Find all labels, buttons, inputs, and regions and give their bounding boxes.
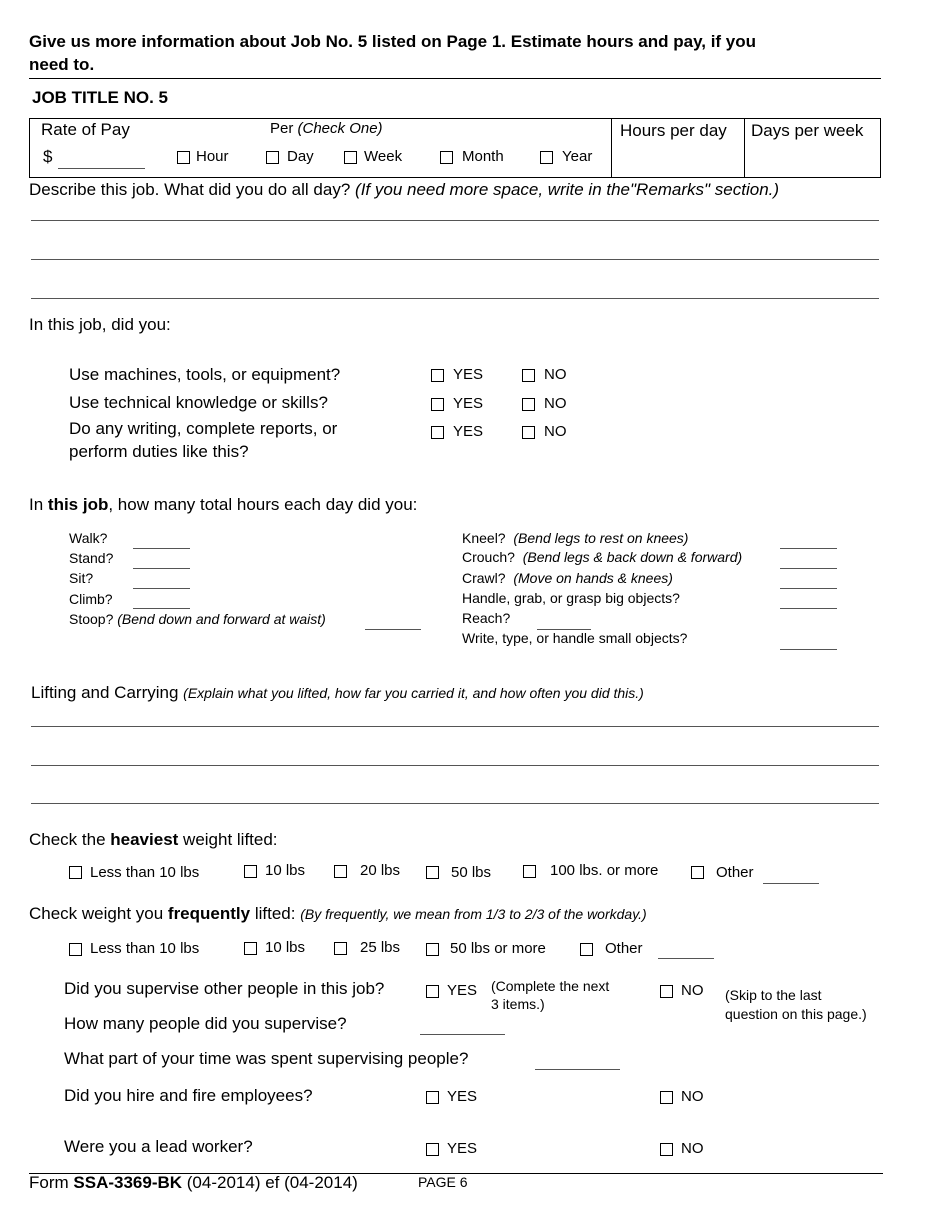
per-day-label: Day bbox=[287, 148, 314, 165]
frequent-lt10-checkbox[interactable] bbox=[69, 943, 82, 956]
stand-hours-field[interactable] bbox=[133, 568, 190, 569]
frequent-other-checkbox[interactable] bbox=[580, 943, 593, 956]
writing-yes-checkbox[interactable] bbox=[431, 426, 444, 439]
job-title: JOB TITLE NO. 5 bbox=[32, 88, 169, 107]
heaviest-50-checkbox[interactable] bbox=[426, 866, 439, 879]
stoop-hours-field[interactable] bbox=[365, 629, 421, 630]
sit-label: Sit? bbox=[69, 570, 94, 586]
hire-fire-question: Did you hire and fire employees? bbox=[64, 1086, 313, 1105]
frequent-lt10-label: Less than 10 lbs bbox=[90, 940, 200, 957]
per-hour-label: Hour bbox=[196, 148, 229, 165]
hire-fire-yes-label: YES bbox=[447, 1088, 478, 1105]
pay-table-border bbox=[880, 118, 881, 177]
per-month-checkbox[interactable] bbox=[440, 151, 453, 164]
heaviest-label: Check the heaviest weight lifted: bbox=[29, 830, 278, 849]
per-month-label: Month bbox=[462, 148, 504, 165]
per-day-checkbox[interactable] bbox=[266, 151, 279, 164]
heaviest-50-label: 50 lbs bbox=[451, 864, 492, 881]
technical-question: Use technical knowledge or skills? bbox=[69, 393, 328, 412]
lead-worker-yes-checkbox[interactable] bbox=[426, 1143, 439, 1156]
frequent-25-label: 25 lbs bbox=[360, 939, 401, 956]
lead-worker-question: Were you a lead worker? bbox=[64, 1137, 253, 1156]
sit-hours-field[interactable] bbox=[133, 588, 190, 589]
supervise-no-note-line-1: (Skip to the last bbox=[725, 987, 822, 1003]
machines-no-label: NO bbox=[544, 366, 567, 383]
frequent-other-label: Other bbox=[605, 940, 643, 957]
machines-question: Use machines, tools, or equipment? bbox=[69, 365, 341, 384]
time-supervising-field[interactable] bbox=[535, 1069, 620, 1070]
frequent-50-checkbox[interactable] bbox=[426, 943, 439, 956]
lead-worker-no-checkbox[interactable] bbox=[660, 1143, 673, 1156]
technical-yes-checkbox[interactable] bbox=[431, 398, 444, 411]
crawl-label: Crawl? (Move on hands & knees) bbox=[462, 570, 673, 586]
time-supervising-question: What part of your time was spent supervising people? bbox=[64, 1049, 469, 1068]
hire-fire-no-checkbox[interactable] bbox=[660, 1091, 673, 1104]
climb-label: Climb? bbox=[69, 591, 113, 607]
heaviest-lt10-label: Less than 10 lbs bbox=[90, 864, 200, 881]
supervise-yes-note-line-2: 3 items.) bbox=[491, 996, 545, 1012]
heaviest-10-label: 10 lbs bbox=[265, 862, 306, 879]
per-year-checkbox[interactable] bbox=[540, 151, 553, 164]
crawl-hours-field[interactable] bbox=[780, 588, 837, 589]
form-number: Form SSA-3369-BK (04-2014) ef (04-2014) bbox=[29, 1173, 358, 1192]
machines-no-checkbox[interactable] bbox=[522, 369, 535, 382]
walk-label: Walk? bbox=[69, 530, 108, 546]
lifting-line-2[interactable] bbox=[31, 765, 879, 766]
machines-yes-label: YES bbox=[453, 366, 484, 383]
heaviest-other-checkbox[interactable] bbox=[691, 866, 704, 879]
how-many-supervised-question: How many people did you supervise? bbox=[64, 1014, 347, 1033]
crouch-label: Crouch? (Bend legs & back down & forward) bbox=[462, 549, 743, 565]
did-you-label: In this job, did you: bbox=[29, 315, 171, 334]
frequent-10-label: 10 lbs bbox=[265, 939, 306, 956]
page-number: PAGE 6 bbox=[418, 1174, 468, 1190]
lead-worker-yes-label: YES bbox=[447, 1140, 478, 1157]
hours-per-day-field[interactable] bbox=[612, 140, 743, 176]
divider bbox=[29, 118, 881, 119]
supervise-yes-label: YES bbox=[447, 982, 478, 999]
heaviest-10-checkbox[interactable] bbox=[244, 865, 257, 878]
per-hour-checkbox[interactable] bbox=[177, 151, 190, 164]
frequent-label: Check weight you frequently lifted: (By frequently, we mean from 1/3 to 2/3 of the workday.) bbox=[29, 904, 647, 923]
writing-yes-label: YES bbox=[453, 423, 484, 440]
kneel-hours-field[interactable] bbox=[780, 548, 837, 549]
frequent-25-checkbox[interactable] bbox=[334, 942, 347, 955]
hours-per-day-label: Hours per day bbox=[620, 121, 727, 140]
per-week-label: Week bbox=[364, 148, 403, 165]
days-per-week-label: Days per week bbox=[751, 121, 864, 140]
heaviest-other-label: Other bbox=[716, 864, 754, 881]
describe-line-3[interactable] bbox=[31, 298, 879, 299]
reach-label: Reach? bbox=[462, 610, 511, 626]
per-year-label: Year bbox=[562, 148, 593, 165]
supervise-no-note-line-2: question on this page.) bbox=[725, 1006, 867, 1022]
rate-of-pay-label: Rate of Pay bbox=[41, 120, 130, 139]
technical-no-checkbox[interactable] bbox=[522, 398, 535, 411]
days-per-week-field[interactable] bbox=[745, 140, 879, 176]
hours-section-label: In this job, how many total hours each day did you: bbox=[29, 495, 418, 514]
kneel-label: Kneel? (Bend legs to rest on knees) bbox=[462, 530, 689, 546]
hire-fire-no-label: NO bbox=[681, 1088, 704, 1105]
supervise-no-checkbox[interactable] bbox=[660, 985, 673, 998]
lifting-line-1[interactable] bbox=[31, 726, 879, 727]
lifting-label: Lifting and Carrying (Explain what you lifted, how far you carried it, and how often you did this.) bbox=[31, 683, 644, 702]
supervise-question: Did you supervise other people in this job? bbox=[64, 979, 385, 998]
frequent-other-field[interactable] bbox=[658, 958, 714, 959]
climb-hours-field[interactable] bbox=[133, 608, 190, 609]
rate-of-pay-field[interactable] bbox=[58, 168, 145, 169]
supervise-yes-checkbox[interactable] bbox=[426, 985, 439, 998]
writing-no-checkbox[interactable] bbox=[522, 426, 535, 439]
stoop-label: Stoop? (Bend down and forward at waist) bbox=[69, 611, 326, 627]
heaviest-20-checkbox[interactable] bbox=[334, 865, 347, 878]
pay-table-border bbox=[29, 118, 30, 177]
describe-job-label: Describe this job. What did you do all day? (If you need more space, write in the"Remarks" section.) bbox=[29, 180, 780, 199]
heaviest-100-label: 100 lbs. or more bbox=[550, 862, 659, 879]
how-many-supervised-field[interactable] bbox=[420, 1034, 505, 1035]
writing-question-line-2: perform duties like this? bbox=[69, 442, 249, 461]
hire-fire-yes-checkbox[interactable] bbox=[426, 1091, 439, 1104]
intro-line-2: need to. bbox=[29, 55, 95, 74]
dollar-sign: $ bbox=[43, 147, 53, 166]
frequent-10-checkbox[interactable] bbox=[244, 942, 257, 955]
heaviest-20-label: 20 lbs bbox=[360, 862, 401, 879]
per-week-checkbox[interactable] bbox=[344, 151, 357, 164]
lifting-line-3[interactable] bbox=[31, 803, 879, 804]
crouch-hours-field[interactable] bbox=[780, 568, 837, 569]
supervise-yes-note-line-1: (Complete the next bbox=[491, 978, 610, 994]
heaviest-lt10-checkbox[interactable] bbox=[69, 866, 82, 879]
handle-label: Handle, grab, or grasp big objects? bbox=[462, 590, 680, 606]
handle-hours-field[interactable] bbox=[780, 608, 837, 609]
heaviest-other-field[interactable] bbox=[763, 883, 819, 884]
stand-label: Stand? bbox=[69, 550, 114, 566]
machines-yes-checkbox[interactable] bbox=[431, 369, 444, 382]
writing-question-line-1: Do any writing, complete reports, or bbox=[69, 419, 338, 438]
heaviest-100-checkbox[interactable] bbox=[523, 865, 536, 878]
write-label: Write, type, or handle small objects? bbox=[462, 630, 688, 646]
describe-line-2[interactable] bbox=[31, 259, 879, 260]
intro-line-1: Give us more information about Job No. 5 listed on Page 1. Estimate hours and pay, if you bbox=[29, 32, 757, 51]
per-label: Per (Check One) bbox=[270, 120, 383, 137]
frequent-50-label: 50 lbs or more bbox=[450, 940, 546, 957]
writing-no-label: NO bbox=[544, 423, 567, 440]
divider bbox=[29, 177, 881, 178]
lead-worker-no-label: NO bbox=[681, 1140, 704, 1157]
divider bbox=[29, 78, 881, 79]
technical-yes-label: YES bbox=[453, 395, 484, 412]
write-hours-field[interactable] bbox=[780, 649, 837, 650]
describe-line-1[interactable] bbox=[31, 220, 879, 221]
walk-hours-field[interactable] bbox=[133, 548, 190, 549]
technical-no-label: NO bbox=[544, 395, 567, 412]
supervise-no-label: NO bbox=[681, 982, 704, 999]
